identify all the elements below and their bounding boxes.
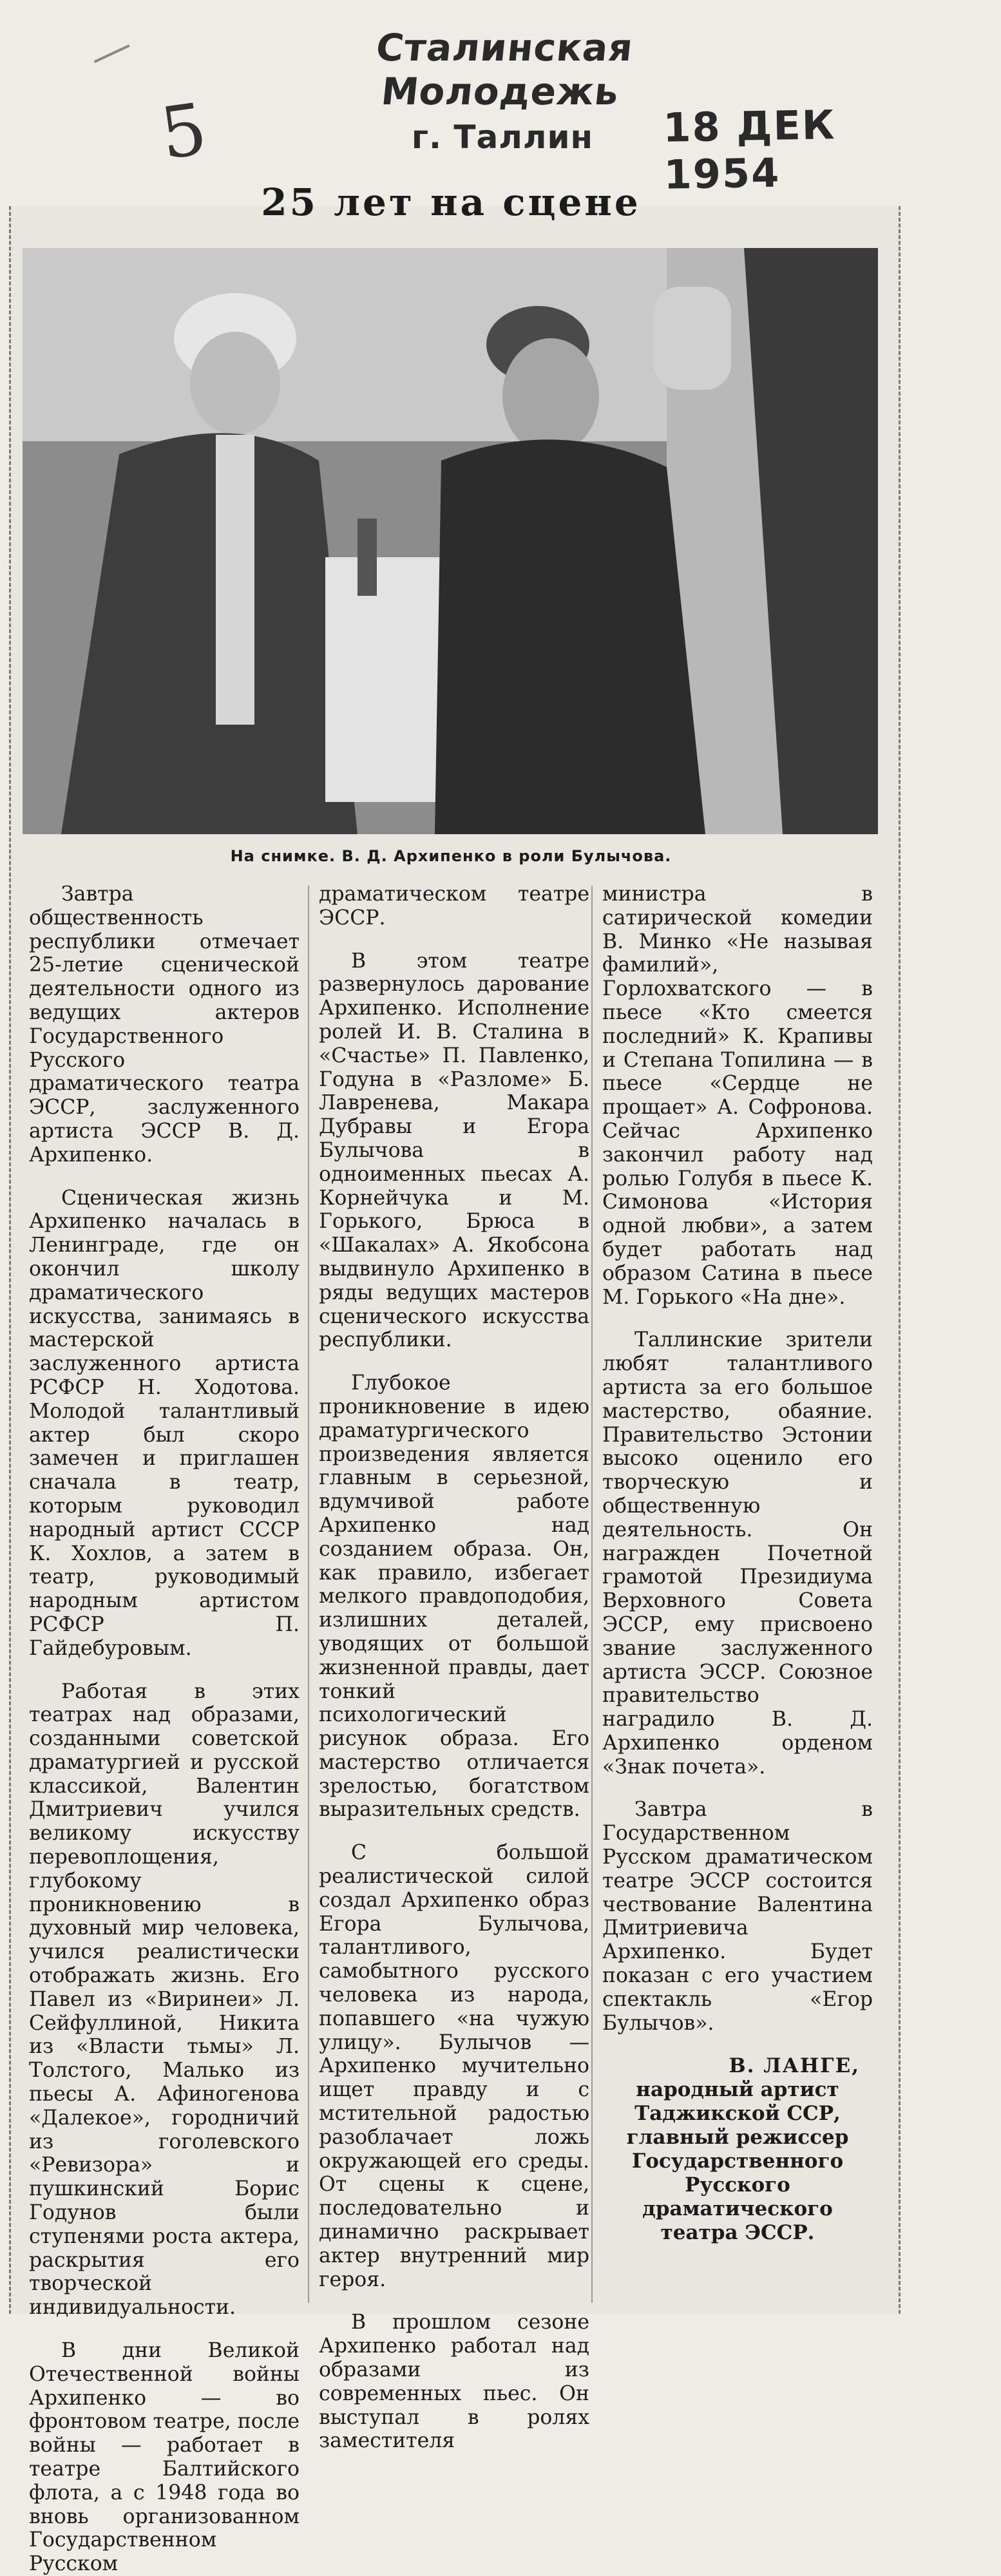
paragraph: Глубокое проникновение в идею драматургического произведения является главным в серьезной, вдумчивой работе Архипенко над созданием образа. Он, как правило, избегает мелкого правдоподобия, излишних деталей, уводящих от большой жизненной правды, дает тонкий психологический рисунок образа. Его мастерство отличается зрелостью, богатством выразительных средств. <box>319 1371 589 1822</box>
newspaper-city: г. Таллин <box>411 119 594 156</box>
paragraph: Завтра в Государственном Русском драматическом театре ЭССР состоится чествование Валентина Дмитриевича Архипенко. Будет показан с его участием спектакль «Егор Булычов». <box>602 1798 873 2035</box>
paragraph: Завтра общественность республики отмечает 25-летие сценической деятельности одного из ведущих актеров Государственного Русского драматического театра ЭССР, заслуженного артиста ЭССР В. Д. Архипенко. <box>29 883 300 1167</box>
newspaper-stamp <box>303 26 702 156</box>
column-divider <box>308 886 309 2303</box>
article-column-2 <box>319 883 589 2453</box>
photo-caption: На снимке. В. Д. Архипенко в роли Булычова. <box>230 847 672 865</box>
paragraph: В дни Великой Отечественной войны Архипенко — во фронтовом театре, после войны — работает в театре Балтийского флота, а с 1948 года во вновь организованном Государственном Русском <box>29 2339 300 2576</box>
date-stamp: 18 ДЕК 1954 <box>662 101 837 198</box>
article-column-1 <box>29 883 300 2576</box>
paragraph: В прошлом сезоне Архипенко работал над образами из современных пьес. Он выступал в ролях заместителя <box>319 2311 589 2453</box>
article-column-3 <box>602 883 873 2306</box>
paragraph: В этом театре развернулось дарование Архипенко. Исполнение ролей И. В. Сталина в «Счастье» П. Павленко, Годуна в «Разломе» Б. Лавренева, Макара Дубравы и Егора Булычова в одноименных пьесах А. Корнейчука и М. Горького, Брюса в «Шакалах» А. Якобсона выдвинуло Архипенко в ряды ведущих мастеров сценического искусства республики. <box>319 949 589 1352</box>
article-photo <box>23 248 878 834</box>
pencil-mark <box>94 44 138 81</box>
page-number: 5 <box>155 87 212 176</box>
column-divider <box>591 886 593 2303</box>
author-signature <box>602 2054 873 2245</box>
article-headline: 25 лет на сцене <box>261 180 641 224</box>
author-title: народный артист Таджикской ССР, главный режиссер Государственного Русского драматического театра ЭССР. <box>626 2078 849 2245</box>
paragraph: Таллинские зрители любят талантливого артиста за его большое мастерство, обаяние. Правительство Эстонии высоко оценило его творческую и общественную деятельность. Он награжден Почетной грамотой Президиума Верховного Совета ЭССР, ему присвоено звание заслуженного артиста ЭССР. Союзное правительство наградило В. Д. Архипенко орденом «Знак почета». <box>602 1328 873 1779</box>
paragraph: министра в сатирической комедии В. Минко «Не называя фамилий», Горлохватского — в пьесе «Кто смеется последний» К. Крапивы и Степана Топилина — в пьесе «Сердце не прощает» А. Софронова. Сейчас Архипенко закончил работу над ролью Голубя в пьесе К. Симонова «История одной любви», а затем будет работать над образом Сатина в пьесе М. Горького «На дне». <box>602 883 873 1309</box>
paragraph: драматическом театре ЭССР. <box>319 883 589 930</box>
paragraph: Сценическая жизнь Архипенко началась в Ленинграде, где он окончил школу драматического искусства, занимаясь в мастерской заслуженного артиста РСФСР Н. Ходотова. Молодой талантливый актер был скоро замечен и приглашен сначала в театр, которым руководил народный артист СССР К. Хохлов, а затем в театр, руководимый народным артистом РСФСР П. Гайдебуровым. <box>29 1186 300 1660</box>
newspaper-name: Сталинская Молодежь <box>374 26 636 113</box>
paragraph: Работая в этих театрах над образами, созданными советской драматургией и русской классикой, Валентин Дмитриевич учился великому искусству перевоплощения, глубокому проникновению в духовный мир человека, учился реалистически отображать жизнь. Его Павел из «Виринеи» Л. Сейфуллиной, Никита из «Власти тьмы» Л. Толстого, Малько из пьесы А. Афиногенова «Далекое», городничий из гоголевского «Ревизора» и пушкинский Борис Годунов были ступенями роста актера, раскрытия его творческой индивидуальности. <box>29 1679 300 2320</box>
photo-illustration <box>23 248 878 834</box>
paragraph: С большой реалистической силой создал Архипенко образ Егора Булычова, талантливого, самобытного русского человека из народа, попавшего «на чужую улицу». Булычов — Архипенко мучительно ищет правду и с мстительной радостью разоблачает ложь окружающей его среды. От сцены к сцене, последовательно и динамично раскрывает актер внутренний мир героя. <box>319 1841 589 2291</box>
author-name: В. ЛАНГЕ, <box>729 2054 860 2078</box>
